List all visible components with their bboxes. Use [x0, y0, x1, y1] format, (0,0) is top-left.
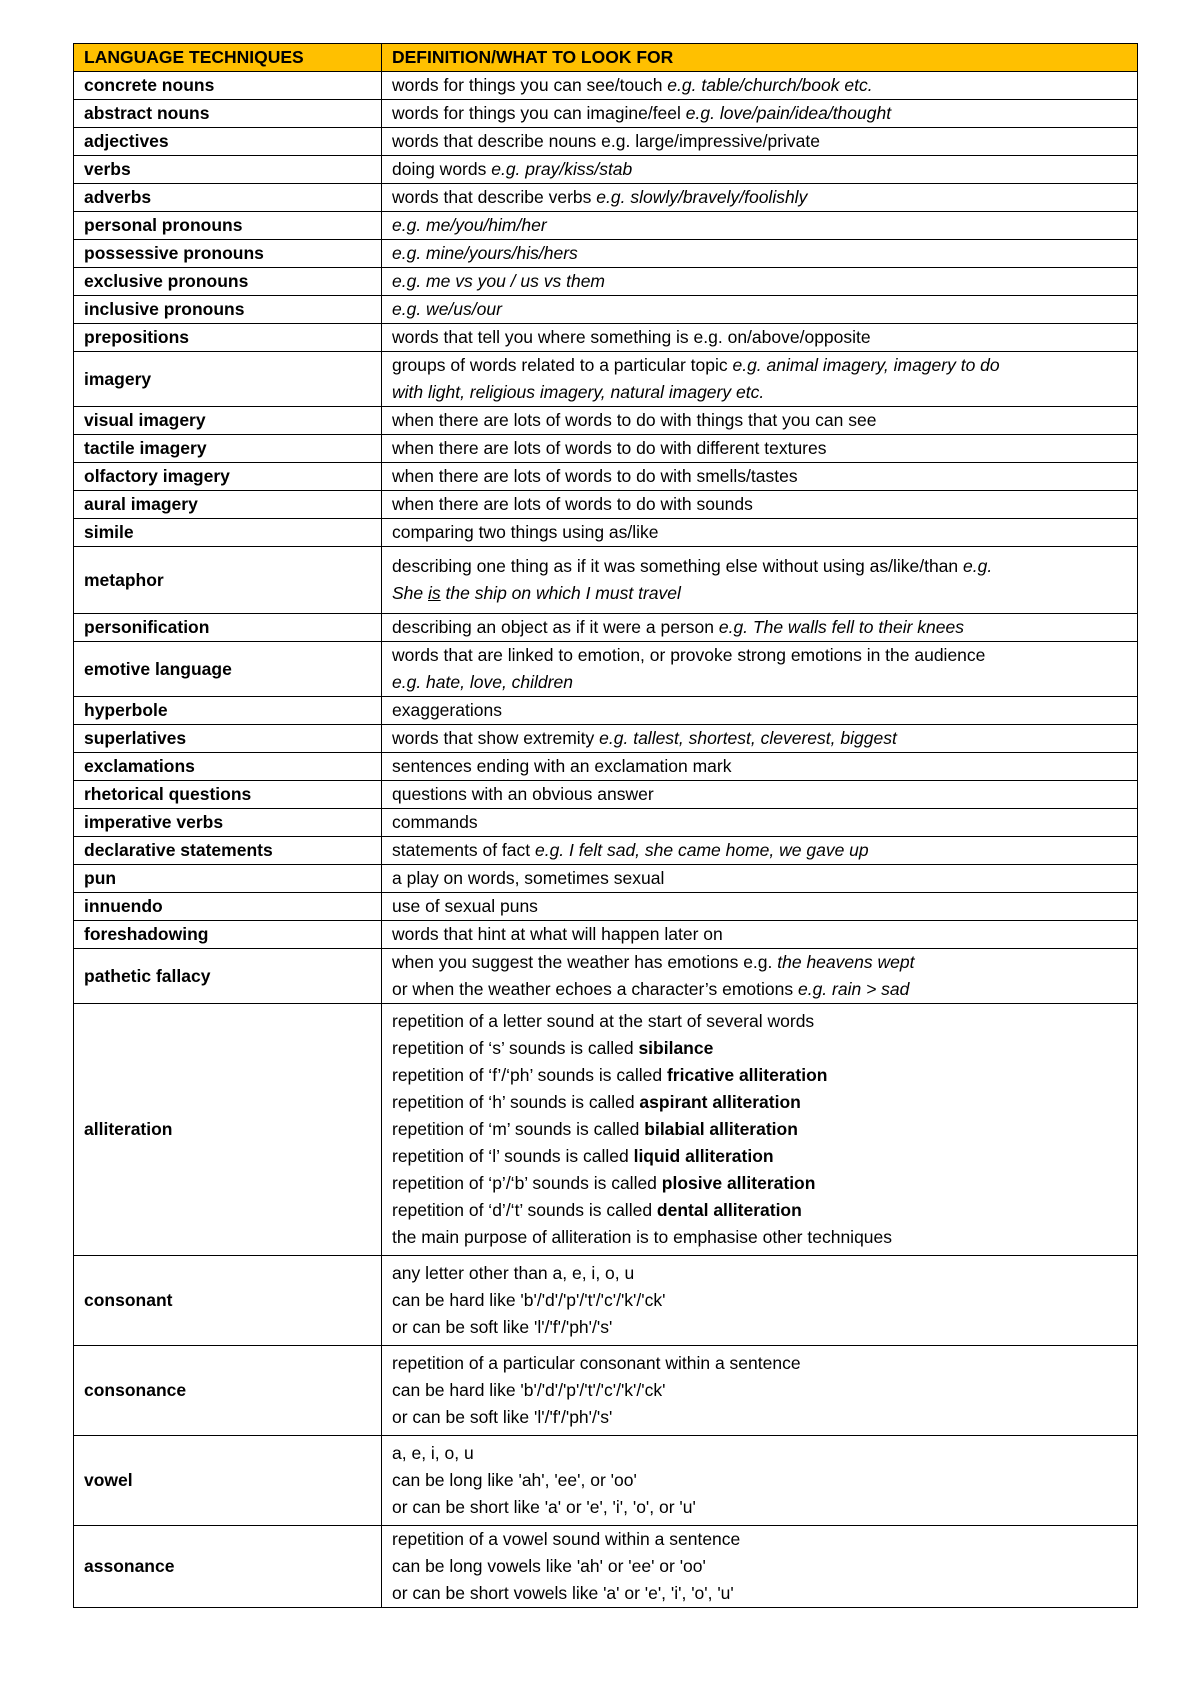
technique-term: exclamations [74, 753, 382, 781]
definition-text: repetition of ‘m’ sounds is called [392, 1119, 645, 1139]
technique-term: assonance [74, 1526, 382, 1608]
definition-text: e.g. tallest, shortest, cleverest, biggest [599, 728, 897, 748]
definition-text: liquid alliteration [633, 1146, 774, 1166]
definition-line [392, 669, 1127, 696]
technique-term: concrete nouns [74, 72, 382, 100]
technique-term: imagery [74, 352, 382, 407]
definition-line [392, 865, 1127, 892]
definition-text: e.g. table/church/book etc. [667, 75, 873, 95]
definition-text: can be long like 'ah', 'ee', or 'oo' [392, 1470, 637, 1490]
definition-text: sibilance [638, 1038, 714, 1058]
definition-text: statements of fact [392, 840, 535, 860]
table-row [74, 184, 1138, 212]
definition-line [392, 1143, 1127, 1170]
technique-term: consonance [74, 1346, 382, 1436]
definition-line [392, 352, 1127, 379]
definition-line [392, 435, 1127, 462]
definition-text: comparing two things using as/like [392, 522, 659, 542]
definition-line [392, 463, 1127, 490]
definition-text: fricative alliteration [666, 1065, 828, 1085]
definition-text: e.g. [963, 556, 993, 576]
definition-text: when there are lots of words to do with different textures [392, 438, 827, 458]
definition-line [392, 1170, 1127, 1197]
technique-term: abstract nouns [74, 100, 382, 128]
table-row [74, 614, 1138, 642]
definition-line [392, 156, 1127, 183]
definition-text: use of sexual puns [392, 896, 538, 916]
technique-term: emotive language [74, 642, 382, 697]
technique-term: simile [74, 519, 382, 547]
definition-line [392, 614, 1127, 641]
table-row [74, 642, 1138, 697]
technique-definition [382, 753, 1138, 781]
technique-definition [382, 837, 1138, 865]
technique-term: personal pronouns [74, 212, 382, 240]
definition-line [392, 72, 1127, 99]
definition-text: the ship on which I must travel [440, 583, 681, 603]
definition-text: the main purpose of alliteration is to emphasise other techniques [392, 1227, 893, 1247]
technique-term: pun [74, 865, 382, 893]
definition-line [392, 1035, 1127, 1062]
definition-text: can be long vowels like 'ah' or 'ee' or 'oo' [392, 1556, 706, 1576]
definition-line [392, 212, 1127, 239]
table-row [74, 809, 1138, 837]
definition-text: or can be short like 'a' or 'e', 'i', 'o', or 'u' [392, 1497, 696, 1517]
definition-line [392, 519, 1127, 546]
definition-text: dental alliteration [656, 1200, 802, 1220]
definition-line [392, 1008, 1127, 1035]
table-row [74, 781, 1138, 809]
table-row [74, 268, 1138, 296]
definition-line [392, 1467, 1127, 1494]
technique-definition [382, 547, 1138, 614]
technique-definition [382, 949, 1138, 1004]
table-row [74, 697, 1138, 725]
definition-line [392, 407, 1127, 434]
table-row [74, 865, 1138, 893]
technique-term: foreshadowing [74, 921, 382, 949]
definition-line [392, 268, 1127, 295]
technique-definition [382, 72, 1138, 100]
definition-text: repetition of ‘l’ sounds is called [392, 1146, 634, 1166]
table-row [74, 352, 1138, 407]
definition-text: or can be short vowels like 'a' or 'e', 'i', 'o', 'u' [392, 1583, 734, 1603]
definition-text: words that describe verbs [392, 187, 597, 207]
technique-term: declarative statements [74, 837, 382, 865]
definition-text: or when the weather echoes a character’s emotions [392, 979, 798, 999]
technique-term: verbs [74, 156, 382, 184]
definition-line [392, 553, 1127, 580]
definition-line [392, 580, 1127, 607]
definition-line [392, 1553, 1127, 1580]
definition-text: repetition of a letter sound at the start of several words [392, 1011, 815, 1031]
technique-term: hyperbole [74, 697, 382, 725]
definition-text: repetition of a vowel sound within a sentence [392, 1529, 741, 1549]
definition-text: words for things you can see/touch [392, 75, 668, 95]
table-row [74, 240, 1138, 268]
technique-term: olfactory imagery [74, 463, 382, 491]
definition-text: any letter other than a, e, i, o, u [392, 1263, 635, 1283]
table-row [74, 725, 1138, 753]
definition-text: words that describe nouns e.g. large/impressive/private [392, 131, 820, 151]
technique-term: tactile imagery [74, 435, 382, 463]
definition-line [392, 1350, 1127, 1377]
definition-line [392, 1580, 1127, 1607]
definition-text: e.g. me/you/him/her [392, 215, 547, 235]
definition-line [392, 1314, 1127, 1341]
technique-term: adverbs [74, 184, 382, 212]
technique-definition [382, 781, 1138, 809]
table-row [74, 435, 1138, 463]
definition-line [392, 725, 1127, 752]
header-definition: DEFINITION/WHAT TO LOOK FOR [382, 44, 1138, 72]
definition-text: repetition of ‘f’/‘ph’ sounds is called [392, 1065, 667, 1085]
table-row [74, 893, 1138, 921]
definition-line [392, 921, 1127, 948]
definition-line [392, 976, 1127, 1003]
definition-text: describing one thing as if it was something else without using as/like/than [392, 556, 964, 576]
definition-text: or can be soft like 'l'/'f'/'ph'/'s' [392, 1317, 613, 1337]
definition-text: with light, religious imagery, natural imagery etc. [392, 382, 765, 402]
technique-definition [382, 921, 1138, 949]
technique-term: aural imagery [74, 491, 382, 519]
table-row [74, 491, 1138, 519]
technique-definition [382, 519, 1138, 547]
definition-line [392, 1440, 1127, 1467]
technique-definition [382, 491, 1138, 519]
definition-line [392, 642, 1127, 669]
table-row [74, 1526, 1138, 1608]
table-row [74, 72, 1138, 100]
technique-definition [382, 1346, 1138, 1436]
technique-term: innuendo [74, 893, 382, 921]
definition-line [392, 1116, 1127, 1143]
definition-text: plosive alliteration [661, 1173, 816, 1193]
table-row [74, 100, 1138, 128]
definition-line [392, 1197, 1127, 1224]
definition-text: a, e, i, o, u [392, 1443, 474, 1463]
technique-term: imperative verbs [74, 809, 382, 837]
definition-line [392, 697, 1127, 724]
definition-line [392, 184, 1127, 211]
definition-line [392, 296, 1127, 323]
definition-line [392, 1089, 1127, 1116]
definition-text: commands [392, 812, 478, 832]
table-row [74, 547, 1138, 614]
table-row [74, 296, 1138, 324]
table-row [74, 1004, 1138, 1256]
definition-text: can be hard like 'b'/'d'/'p'/'t'/'c'/'k'/'ck' [392, 1380, 666, 1400]
definition-text: e.g. pray/kiss/stab [491, 159, 633, 179]
technique-term: alliteration [74, 1004, 382, 1256]
definition-text: She [392, 583, 428, 603]
definition-text: repetition of ‘h’ sounds is called [392, 1092, 640, 1112]
technique-definition [382, 1256, 1138, 1346]
technique-definition [382, 407, 1138, 435]
table-row [74, 1436, 1138, 1526]
definition-text: e.g. me vs you / us vs them [392, 271, 605, 291]
definition-text: e.g. love/pain/idea/thought [685, 103, 892, 123]
technique-definition [382, 268, 1138, 296]
definition-text: repetition of ‘s’ sounds is called [392, 1038, 639, 1058]
definition-text: words for things you can imagine/feel [392, 103, 686, 123]
table-row [74, 212, 1138, 240]
technique-definition [382, 893, 1138, 921]
definition-text: doing words [392, 159, 492, 179]
technique-definition [382, 435, 1138, 463]
definition-text: e.g. The walls fell to their knees [718, 617, 964, 637]
technique-term: rhetorical questions [74, 781, 382, 809]
table-row [74, 949, 1138, 1004]
technique-term: prepositions [74, 324, 382, 352]
technique-term: inclusive pronouns [74, 296, 382, 324]
definition-text: aspirant alliteration [639, 1092, 801, 1112]
table-row [74, 128, 1138, 156]
definition-text: the heavens wept [777, 952, 915, 972]
language-techniques-table [73, 43, 1138, 1608]
definition-line [392, 100, 1127, 127]
technique-term: metaphor [74, 547, 382, 614]
technique-definition [382, 240, 1138, 268]
table-row [74, 921, 1138, 949]
table-row [74, 753, 1138, 781]
definition-text: e.g. mine/yours/his/hers [392, 243, 578, 263]
technique-definition [382, 614, 1138, 642]
technique-definition [382, 324, 1138, 352]
definition-text: when there are lots of words to do with smells/tastes [392, 466, 798, 486]
technique-term: visual imagery [74, 407, 382, 435]
table-row [74, 156, 1138, 184]
definition-text: when there are lots of words to do with things that you can see [392, 410, 877, 430]
definition-line [392, 1287, 1127, 1314]
definition-text: bilabial alliteration [644, 1119, 798, 1139]
definition-text: e.g. hate, love, children [392, 672, 573, 692]
technique-definition [382, 296, 1138, 324]
technique-definition [382, 809, 1138, 837]
technique-term: possessive pronouns [74, 240, 382, 268]
technique-definition [382, 865, 1138, 893]
definition-line [392, 781, 1127, 808]
definition-line [392, 1260, 1127, 1287]
table-row [74, 837, 1138, 865]
definition-line [392, 837, 1127, 864]
table-row [74, 463, 1138, 491]
definition-text: words that are linked to emotion, or provoke strong emotions in the audience [392, 645, 986, 665]
definition-line [392, 324, 1127, 351]
definition-line [392, 893, 1127, 920]
definition-text: repetition of ‘d’/‘t’ sounds is called [392, 1200, 657, 1220]
definition-text: e.g. animal imagery, imagery to do [732, 355, 1000, 375]
technique-definition [382, 212, 1138, 240]
definition-text: words that tell you where something is e.g. on/above/opposite [392, 327, 871, 347]
technique-definition [382, 184, 1138, 212]
technique-definition [382, 1004, 1138, 1256]
definition-line [392, 1404, 1127, 1431]
technique-definition [382, 352, 1138, 407]
definition-line [392, 949, 1127, 976]
definition-line [392, 128, 1127, 155]
definition-text: e.g. we/us/our [392, 299, 502, 319]
definition-text: can be hard like 'b'/'d'/'p'/'t'/'c'/'k'/'ck' [392, 1290, 666, 1310]
definition-text: when you suggest the weather has emotions e.g. [392, 952, 778, 972]
definition-text: describing an object as if it were a person [392, 617, 719, 637]
definition-text: sentences ending with an exclamation mark [392, 756, 732, 776]
definition-text: words that hint at what will happen later on [392, 924, 723, 944]
definition-text: or can be soft like 'l'/'f'/'ph'/'s' [392, 1407, 613, 1427]
technique-definition [382, 128, 1138, 156]
table-row [74, 1256, 1138, 1346]
definition-text: words that show extremity [392, 728, 600, 748]
definition-text: groups of words related to a particular topic [392, 355, 733, 375]
definition-line [392, 491, 1127, 518]
technique-definition [382, 725, 1138, 753]
definition-text: questions with an obvious answer [392, 784, 654, 804]
technique-term: adjectives [74, 128, 382, 156]
table-body [74, 72, 1138, 1608]
definition-line [392, 1062, 1127, 1089]
technique-definition [382, 1526, 1138, 1608]
definition-text: is [428, 583, 441, 603]
definition-text: when there are lots of words to do with sounds [392, 494, 753, 514]
technique-term: exclusive pronouns [74, 268, 382, 296]
definition-text: a play on words, sometimes sexual [392, 868, 665, 888]
definition-text: e.g. I felt sad, she came home, we gave up [534, 840, 869, 860]
table-row [74, 324, 1138, 352]
technique-definition [382, 1436, 1138, 1526]
technique-definition [382, 100, 1138, 128]
technique-term: consonant [74, 1256, 382, 1346]
technique-definition [382, 463, 1138, 491]
technique-term: superlatives [74, 725, 382, 753]
table-row [74, 407, 1138, 435]
technique-definition [382, 642, 1138, 697]
definition-text: repetition of ‘p’/‘b’ sounds is called [392, 1173, 662, 1193]
definition-line [392, 240, 1127, 267]
definition-line [392, 1494, 1127, 1521]
definition-text: e.g. rain > sad [797, 979, 910, 999]
header-techniques: LANGUAGE TECHNIQUES [74, 44, 382, 72]
table-row [74, 519, 1138, 547]
definition-text: repetition of a particular consonant within a sentence [392, 1353, 801, 1373]
definition-line [392, 753, 1127, 780]
header-row [74, 44, 1138, 72]
definition-line [392, 809, 1127, 836]
technique-definition [382, 697, 1138, 725]
definition-line [392, 379, 1127, 406]
definition-text: e.g. slowly/bravely/foolishly [596, 187, 808, 207]
technique-term: personification [74, 614, 382, 642]
technique-term: pathetic fallacy [74, 949, 382, 1004]
technique-definition [382, 156, 1138, 184]
definition-line [392, 1526, 1127, 1553]
table-row [74, 1346, 1138, 1436]
technique-term: vowel [74, 1436, 382, 1526]
definition-line [392, 1377, 1127, 1404]
definition-text: exaggerations [392, 700, 502, 720]
definition-line [392, 1224, 1127, 1251]
